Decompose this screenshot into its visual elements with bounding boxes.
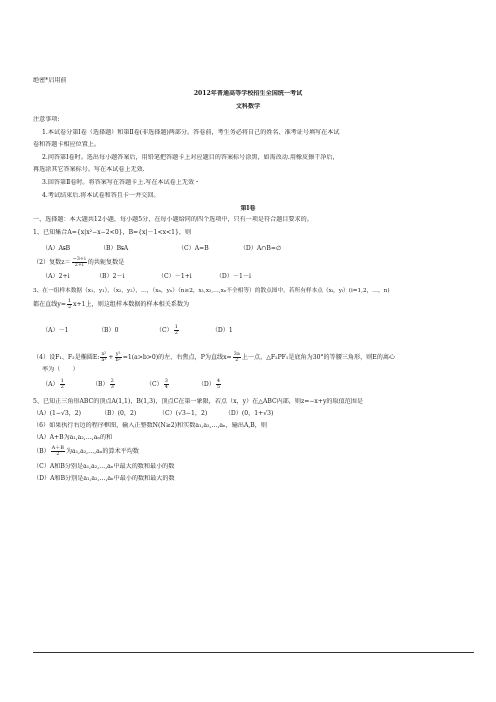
q6-option-b-label: （B） (33, 448, 50, 455)
q1-option-a: （A）A⫋B (42, 245, 71, 252)
q6-b-num: A＋B (51, 445, 64, 451)
notes-heading: 注意事项: (33, 116, 60, 123)
q4-option-c (146, 378, 196, 392)
q4-d-frac (216, 379, 221, 390)
q4-f1-den: a² (101, 357, 107, 363)
note-3: 3.回答第Ⅱ卷时。将答案写在答题卡上.写在本试卷上无效・ (42, 179, 201, 186)
section-intro: 一、选择题：本大题共12小题，每小题5分，在每小题给同的四个选项中，只有一项是符合题目要求的。 (33, 216, 313, 223)
section-title: 第Ⅰ卷 (240, 205, 256, 212)
q6-option-c: （C）A和B分别是a₁,a₂,…,aₙ中最大的数和最小的数 (33, 463, 175, 470)
q4-option-d-label: （D） (197, 381, 215, 388)
q4-c-frac (164, 379, 169, 390)
q4-d-num: 4 (216, 378, 221, 384)
q4-stem-post: 上一点，△F₂PF₁是底角为30°的等腰三角形，则E的离心 (241, 354, 396, 361)
q4-option-d (198, 378, 222, 392)
q3-fraction (67, 299, 72, 310)
q5-option-a: （A）(1−√3，2) (33, 410, 82, 417)
q3-c-num: 1 (174, 324, 178, 330)
q3-options (42, 324, 474, 338)
q4-option-b (92, 378, 144, 392)
q4-option-c-label: （C） (145, 381, 163, 388)
q4-plus: + (108, 354, 114, 361)
q5-stem: 5、已知正三角形ABC的顶点A(1,1)，B(1,3)，顶点C在第一象限，若点（x，y）在△ABC内部，则z=−x+y的取值范围是 (33, 398, 363, 405)
q3-option-c-label: （C） (155, 327, 173, 334)
q2-option-a: （A）2+i (42, 273, 70, 280)
q4-a-den: 2 (60, 384, 64, 390)
q4-f3-num: 3a (233, 351, 240, 357)
q1-option-b: （B）B⫋A (99, 245, 129, 252)
subject-title: 文科数学 (235, 103, 261, 110)
q4-stem-cont: 率为（ ） (42, 366, 79, 373)
note-1b: 卷和答题卡相应位置上。 (33, 141, 101, 148)
q5-option-c: （C）(√3−1，2) (158, 410, 208, 417)
q3-frac-num: 1 (67, 298, 72, 304)
q6-option-d: （D）A和B分别是a₁,a₂,…,aₙ中最小的数和最大的数 (33, 475, 175, 482)
secret-label: 绝密*启用前 (33, 77, 67, 84)
q6-option-b (33, 444, 474, 460)
note-1a: 1.本试卷分第Ⅰ卷（选择题）和第Ⅱ卷(非选择题)两部分。答卷前，考生务必将自己的姓名、准考证号填写在本试 (42, 129, 340, 136)
q4-a-num: 1 (60, 378, 64, 384)
note-2b: 再选涂其它答案标号。写在本试卷上无效. (33, 166, 145, 173)
q3-option-b: （B）0 (97, 327, 119, 334)
q4-c-den: 4 (164, 384, 168, 390)
q4-stem-mid: =1(a>b>0)的左、右焦点，P为直线x= (122, 354, 232, 361)
q1-option-d: （D）A∩B=∅ (239, 245, 282, 252)
q3-stem-a: 3、在一组样本数据（x₁，y₁），（x₂，y₂），…，（xₙ，yₙ）（n≥2，x₁,x₂,…,xₙ不全相等）的散点图中，若所有样本点（xᵢ，yᵢ）(i=1,2，…，n) (33, 288, 390, 294)
q4-option-a-label: （A） (42, 381, 59, 388)
q4-stem-pre: （4）设F₁、F₂是椭圆E: (33, 354, 100, 361)
q3-frac-den: 2 (67, 304, 72, 310)
q4-d-den: 5 (216, 384, 221, 390)
q4-f3-den: 2 (235, 357, 239, 363)
q1-options (42, 245, 474, 253)
q4-f2-num: y² (115, 351, 121, 357)
q2-option-c: （C）－1+i (157, 273, 192, 280)
q2-frac-den: 2+i (74, 262, 84, 268)
q3-option-c-frac (174, 325, 179, 336)
q5-option-d: （D）(0，1+√3) (224, 410, 274, 417)
q3-stem-b-pre: 都在直线y= (33, 301, 66, 308)
q4-b-frac (110, 379, 115, 390)
q4-stem (33, 351, 474, 365)
q4-c-num: 3 (164, 378, 168, 384)
q6-option-a: （A）A+B为a₁,a₂,…,aₙ的和 (33, 434, 113, 441)
bottom-divider (33, 652, 474, 653)
q5-options (33, 410, 474, 418)
q3-c-den: 2 (174, 330, 178, 336)
q2-stem (33, 256, 474, 270)
q3-option-c (156, 324, 210, 338)
q6-stem: （6）如果执行右边的程序框图，输入正整数N(N≥2)和实数a₁,a₂,…,aₙ，输出A,B，则 (33, 422, 267, 429)
q2-option-d: （D）－1－i (215, 273, 251, 280)
q4-b-den: 3 (110, 384, 114, 390)
q1-stem: 1、已知集合A={x|x²−x−2<0}，B={x|－1<x<1}，则 (33, 229, 192, 236)
q2-stem-post: 的共轭复数是 (87, 259, 125, 266)
q4-frac-1 (100, 352, 107, 363)
q2-frac-num: −3+i (72, 256, 86, 262)
q3-option-d: （D）1 (211, 327, 233, 334)
q4-options (42, 378, 474, 392)
q4-option-b-label: （B） (91, 381, 109, 388)
q3-stem-b-post: x+1上，则这组样本数据的样本相关系数为 (73, 301, 190, 308)
q6-option-b-text: 为a₁,a₂,…,aₙ的算术平均数 (65, 448, 139, 455)
q1-option-c: （C）A=B (177, 245, 209, 252)
q4-b-num: 2 (110, 378, 114, 384)
q2-options (42, 273, 474, 281)
exam-title: 2012年普通高等学校招生全国统一考试 (193, 90, 303, 97)
q4-frac-3 (233, 352, 241, 363)
q4-f1-num: x² (101, 351, 107, 357)
q5-option-b: （B）(0，2) (100, 410, 137, 417)
q6-b-frac (51, 446, 65, 457)
q3-stem-b (33, 298, 474, 312)
q2-fraction (72, 257, 87, 268)
note-2a: 2.问答第Ⅰ卷时。选出每小题答案后，用铅笔把答题卡上对应题目的答案标号涂黑，如需改动.用橡皮擦干净后， (42, 154, 339, 161)
note-4: 4.考试结束后.将本试卷和答且卡一并交回。 (42, 192, 160, 199)
q4-a-frac (60, 379, 65, 390)
q6-b-den: 2 (56, 451, 60, 457)
q4-frac-2 (115, 352, 122, 363)
q2-stem-pre: （2）复数z＝ (33, 259, 71, 266)
q4-option-a (42, 378, 90, 392)
q3-option-a: （A）－1 (42, 327, 69, 334)
q4-f2-den: b² (115, 357, 121, 363)
q2-option-b: （B）2－i (95, 273, 125, 280)
